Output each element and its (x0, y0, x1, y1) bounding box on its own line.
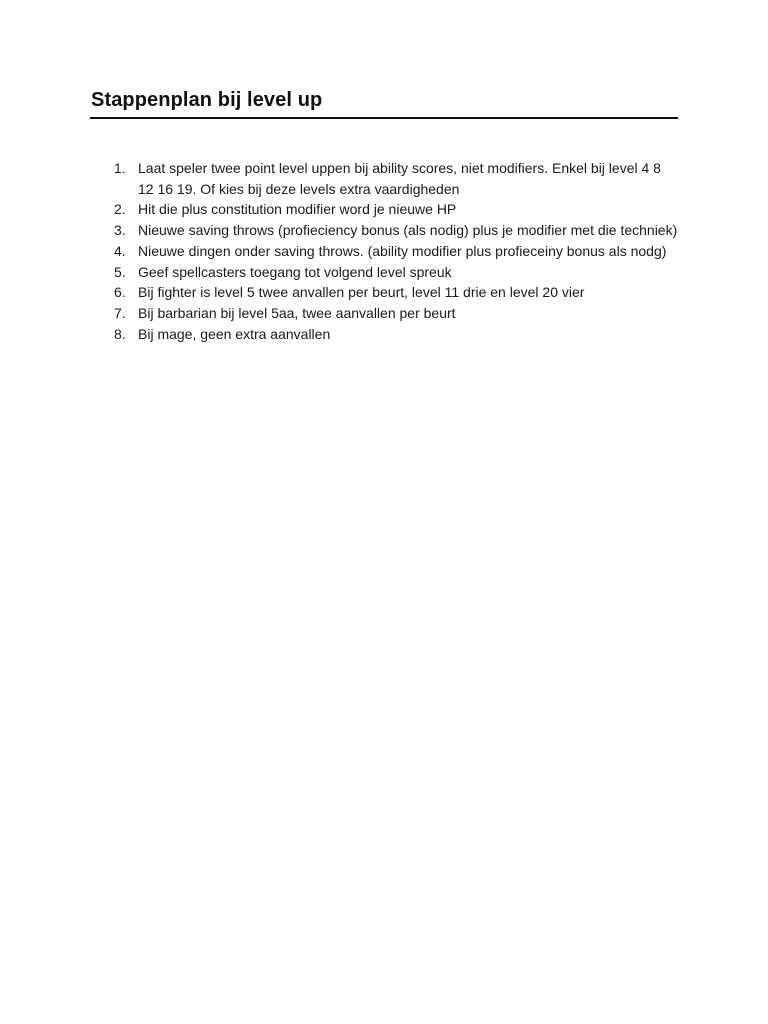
list-item-number: 1. (114, 160, 126, 176)
list-item-text: Laat speler twee point level uppen bij ability scores, niet modifiers. Enkel bij level 4 8 12 16 19. Of kies bij deze levels extra vaardigheden (138, 160, 661, 197)
list-item (90, 262, 678, 283)
list-item-text: Bij barbarian bij level 5aa, twee aanvallen per beurt (138, 304, 456, 321)
list-item (90, 199, 678, 220)
list-item (90, 241, 678, 262)
list-item-number: 5. (114, 263, 126, 280)
list-item-number: 2. (114, 201, 126, 218)
list-item-text: Bij fighter is level 5 twee anvallen per beurt, level 11 drie en level 20 vier (138, 284, 585, 301)
list-item-text: Nieuwe dingen onder saving throws. (ability modifier plus profieceiny bonus als nodg) (138, 242, 667, 259)
page-title: Stappenplan bij level up (91, 89, 323, 111)
list-item-text: Hit die plus constitution modifier word je nieuwe HP (138, 201, 457, 218)
list-item (90, 220, 678, 241)
title-underline (90, 117, 678, 119)
list-item (90, 324, 678, 345)
list-item-number: 6. (114, 284, 126, 301)
list-item-number: 4. (114, 242, 126, 259)
steps-list (90, 158, 678, 344)
list-item-number: 3. (114, 222, 126, 239)
list-item (90, 282, 678, 303)
list-item-text: Nieuwe saving throws (profieciency bonus (als nodig) plus je modifier met die techniek) (138, 222, 678, 239)
list-item-number: 8. (114, 325, 126, 342)
list-item-text: Bij mage, geen extra aanvallen (138, 325, 331, 342)
list-item (90, 158, 678, 199)
list-item (90, 303, 678, 324)
list-item-number: 7. (114, 304, 126, 321)
list-item-text: Geef spellcasters toegang tot volgend level spreuk (138, 263, 452, 280)
